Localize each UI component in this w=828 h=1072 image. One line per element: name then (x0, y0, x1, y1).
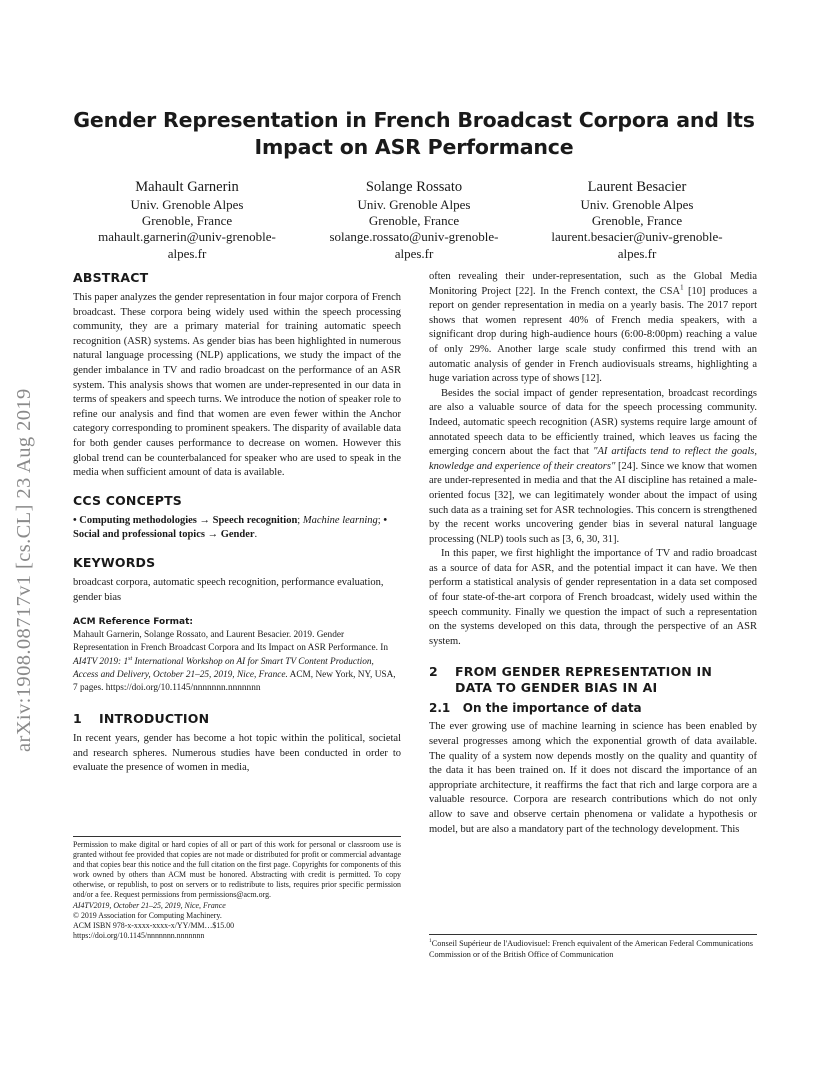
author-affiliation: Univ. Grenoble Alpes (580, 197, 694, 212)
copyright-line: © 2019 Association for Computing Machinery. (73, 910, 222, 920)
text-run: [10] produces a report on gender representation in media on a yearly basis. The 2017 report shows that women represent 40% of French media speakers, with a significant drop during high-audience hours (6:00-8:00pm) reaching a value of only 29%. Another large scale study confirmed this trend with an automatic analysis of gender in French audiovisuals streams, highlighting a huge variation across type of shows [12]. (429, 285, 757, 385)
right-paragraph-4: The ever growing use of machine learning in science has been enabled by several progresses among which the exponential growth of data available. The quality of a system now depends mostly on the quality and quantity of the data it has been trained on. If it does not discard the importance of an appropriate architecture, it reaffirms the fact that rich and large corpora are a valuable resource. Corpora are research contributions which do not only allow to save and observe certain phenomena or validate a hypothesis or model, but are also a mandatory part of the technology development. This (429, 721, 757, 835)
keywords-text: broadcast corpora, automatic speech recognition, performance evaluation, gender bias (73, 576, 384, 603)
conference-name: AI4TV2019, October 21–25, 2019, Nice, France (73, 900, 226, 910)
author-affiliation: Univ. Grenoble Alpes (357, 197, 471, 212)
footnote-marker: 1 (680, 284, 684, 292)
author-name: Laurent Besacier (587, 179, 687, 195)
ccs-arrow-1: → (196, 514, 213, 526)
quote: "AI artifacts tend to reflect the goals, knowledge and experience of their creators" (429, 446, 757, 472)
author-email-line1: mahault.garnerin@univ-grenoble- (98, 229, 276, 245)
section-title-line-1: FROM GENDER REPRESENTATION IN (455, 664, 713, 680)
intro-paragraph: In recent years, gender has become a hot topic within the political, societal and research spheres. Numerous studies have been conducted in order to evaluate the presence of women in media, (73, 733, 401, 774)
acm-ref-venue-a: AI4TV 2019: 1 (73, 656, 129, 667)
permission-text: Permission to make digital or hard copies of all or part of this work for personal or classroom use is granted without fee provided that copies are not made or distributed for profit or commercial advantage and that copies bear this notice and the full citation on the first page. Copyrights for components of this work owned by others than ACM must be honored. Abstracting with credit is permitted. To copy otherwise, or republish, to post on servers or to redistribute to lists, requires prior specific permission and/or a fee. Request permissions from permissions@acm.org. (73, 840, 401, 900)
author-location: Grenoble, France (141, 213, 233, 229)
ccs-heading: CCS CONCEPTS (73, 492, 182, 508)
acm-ref-venue-b: International Workshop on AI for Smart TV Content Production, Access and Delivery, October 21–25, 2019, Nice, France. (73, 656, 374, 680)
intro-heading (73, 711, 401, 727)
abstract-text: This paper analyzes the gender representation in four major corpora of French broadcast. These corpora being widely used within the speech processing community, they are a primary material for training automatic speech recognition (ASR) systems. As gender bias has been highlighted in numerous natural language processing (NLP) applications, we study the impact of the gender imbalance in TV and radio broadcast on the performance of an ASR system. This analysis shows that women are under-represented in our data in terms of speakers and speech turns. We introduce the notion of speaker role to refine our analysis and find that women are even fewer within the Anchor category corresponding to prominent speakers. The disparity of available data for both gender causes performance to decrease on women. However this global trend can be counterbalanced for speaker who are used to speak in the media when sufficient amount of data is available. (73, 292, 401, 479)
doi-line: https://doi.org/10.1145/nnnnnnn.nnnnnnn (73, 930, 205, 940)
ccs-term-1b: Machine learning (302, 514, 378, 526)
ccs-term-1: Speech recognition (212, 514, 298, 526)
footnote (429, 934, 757, 960)
footnote-number: 1 (429, 938, 432, 945)
author-name: Mahault Garnerin (135, 179, 239, 195)
ccs-separator: ; (297, 514, 303, 526)
acm-ref-authors: Mahault Garnerin, Solange Rossato, and Laurent Besacier. 2019. Gender Representation in French Broadcast Corpora and Its Impact on ASR Performance. In (73, 630, 388, 654)
author-location: Grenoble, France (591, 213, 683, 229)
keywords-heading: KEYWORDS (73, 554, 156, 570)
acm-ref-venue-sup: st (128, 655, 133, 662)
author-email-line2: alpes.fr (167, 245, 207, 261)
ccs-bullet-1: • Computing methodologies (73, 514, 197, 526)
acm-reference-text (73, 629, 401, 695)
ccs-end: . (254, 529, 258, 541)
arxiv-identifier: arXiv:1908.08717v1 [cs.CL] 23 Aug 2019 (13, 388, 35, 752)
text-run: Besides the social impact of gender representation, broadcast recordings are also a valuable source of data for the speech processing community. Indeed, automatic speech recognition (ASR) systems require large amount of annotated speech data to be efficiently trained, which leaves us facing the emerging concern about the fact that (429, 387, 757, 458)
right-paragraph-3: In this paper, we first highlight the importance of TV and radio broadcast as a source of data for ASR, and the potential impact it can have. We then perform a statistical analysis of gender representation in a data set composed of four state-of-the-art corpora of French broadcast, widely used within the speech community. Finally we question the impact of such a representation on the systems developed on this data, through the perspective of an ASR system. (429, 548, 757, 647)
isbn-line: ACM ISBN 978-x-xxxx-xxxx-x/YY/MM…$15.00 (73, 920, 235, 930)
author-affiliation: Univ. Grenoble Alpes (130, 197, 244, 212)
conference-line (73, 901, 401, 911)
ccs-separator: ; (377, 514, 384, 526)
right-column (429, 270, 757, 837)
footnote-text: Conseil Supérieur de l'Audiovisuel: French equivalent of the American Federal Communications Commission or of the British Office of Communication (429, 939, 754, 959)
section-number: 1 (73, 711, 82, 727)
text-run: often revealing their under-representation, such as the Global Media Monitoring Project [22]. In the French context, the CSA (429, 271, 757, 297)
author-email-line2: alpes.fr (394, 245, 434, 261)
left-column (73, 270, 401, 776)
ccs-bullet-2: • Social and professional topics (73, 514, 388, 541)
section-title (455, 664, 712, 696)
right-paragraph-2 (429, 387, 757, 548)
text-run: [24]. Since we know that women are under-represented in media and that the AI discipline has retained a male-oriented focus [32], we can legitimately wonder about the impact of using such data as a training set for ASR technologies. This concern is strengthened by the recent works uncovering gender bias in several natural language processing (NLP) tools such as [3, 6, 30, 31]. (429, 460, 757, 545)
author-1 (72, 177, 302, 262)
paper-title: Gender Representation in French Broadcast Corpora and Its Impact on ASR Performance (73, 108, 755, 159)
author-email-line1: laurent.besacier@univ-grenoble- (551, 229, 723, 245)
author-block (72, 177, 772, 263)
permission-notice (73, 836, 401, 941)
author-2 (299, 177, 529, 262)
section-number: 2 (429, 664, 438, 680)
acm-reference-heading: ACM Reference Format: (73, 617, 193, 628)
author-name: Solange Rossato (365, 179, 463, 195)
author-email-line1: solange.rossato@univ-grenoble- (329, 229, 499, 245)
author-location: Grenoble, France (368, 213, 460, 229)
author-email-line2: alpes.fr (617, 245, 657, 261)
section-2-heading (429, 664, 757, 696)
section-title: INTRODUCTION (99, 711, 210, 727)
ccs-arrow-2: → (204, 529, 221, 541)
abstract-heading: ABSTRACT (73, 270, 149, 285)
author-3 (522, 177, 752, 262)
right-paragraph-1 (429, 270, 757, 387)
section-title-line-2: DATA TO GENDER BIAS IN AI (455, 680, 658, 696)
ccs-term-2: Gender (220, 529, 255, 541)
subsection-2-1-heading: 2.1 On the importance of data (429, 701, 642, 716)
ccs-concepts (73, 514, 401, 543)
acm-ref-publisher: ACM, New York, NY, USA, 7 pages. https://doi.org/10.1145/nnnnnnn.nnnnnnn (73, 669, 396, 693)
